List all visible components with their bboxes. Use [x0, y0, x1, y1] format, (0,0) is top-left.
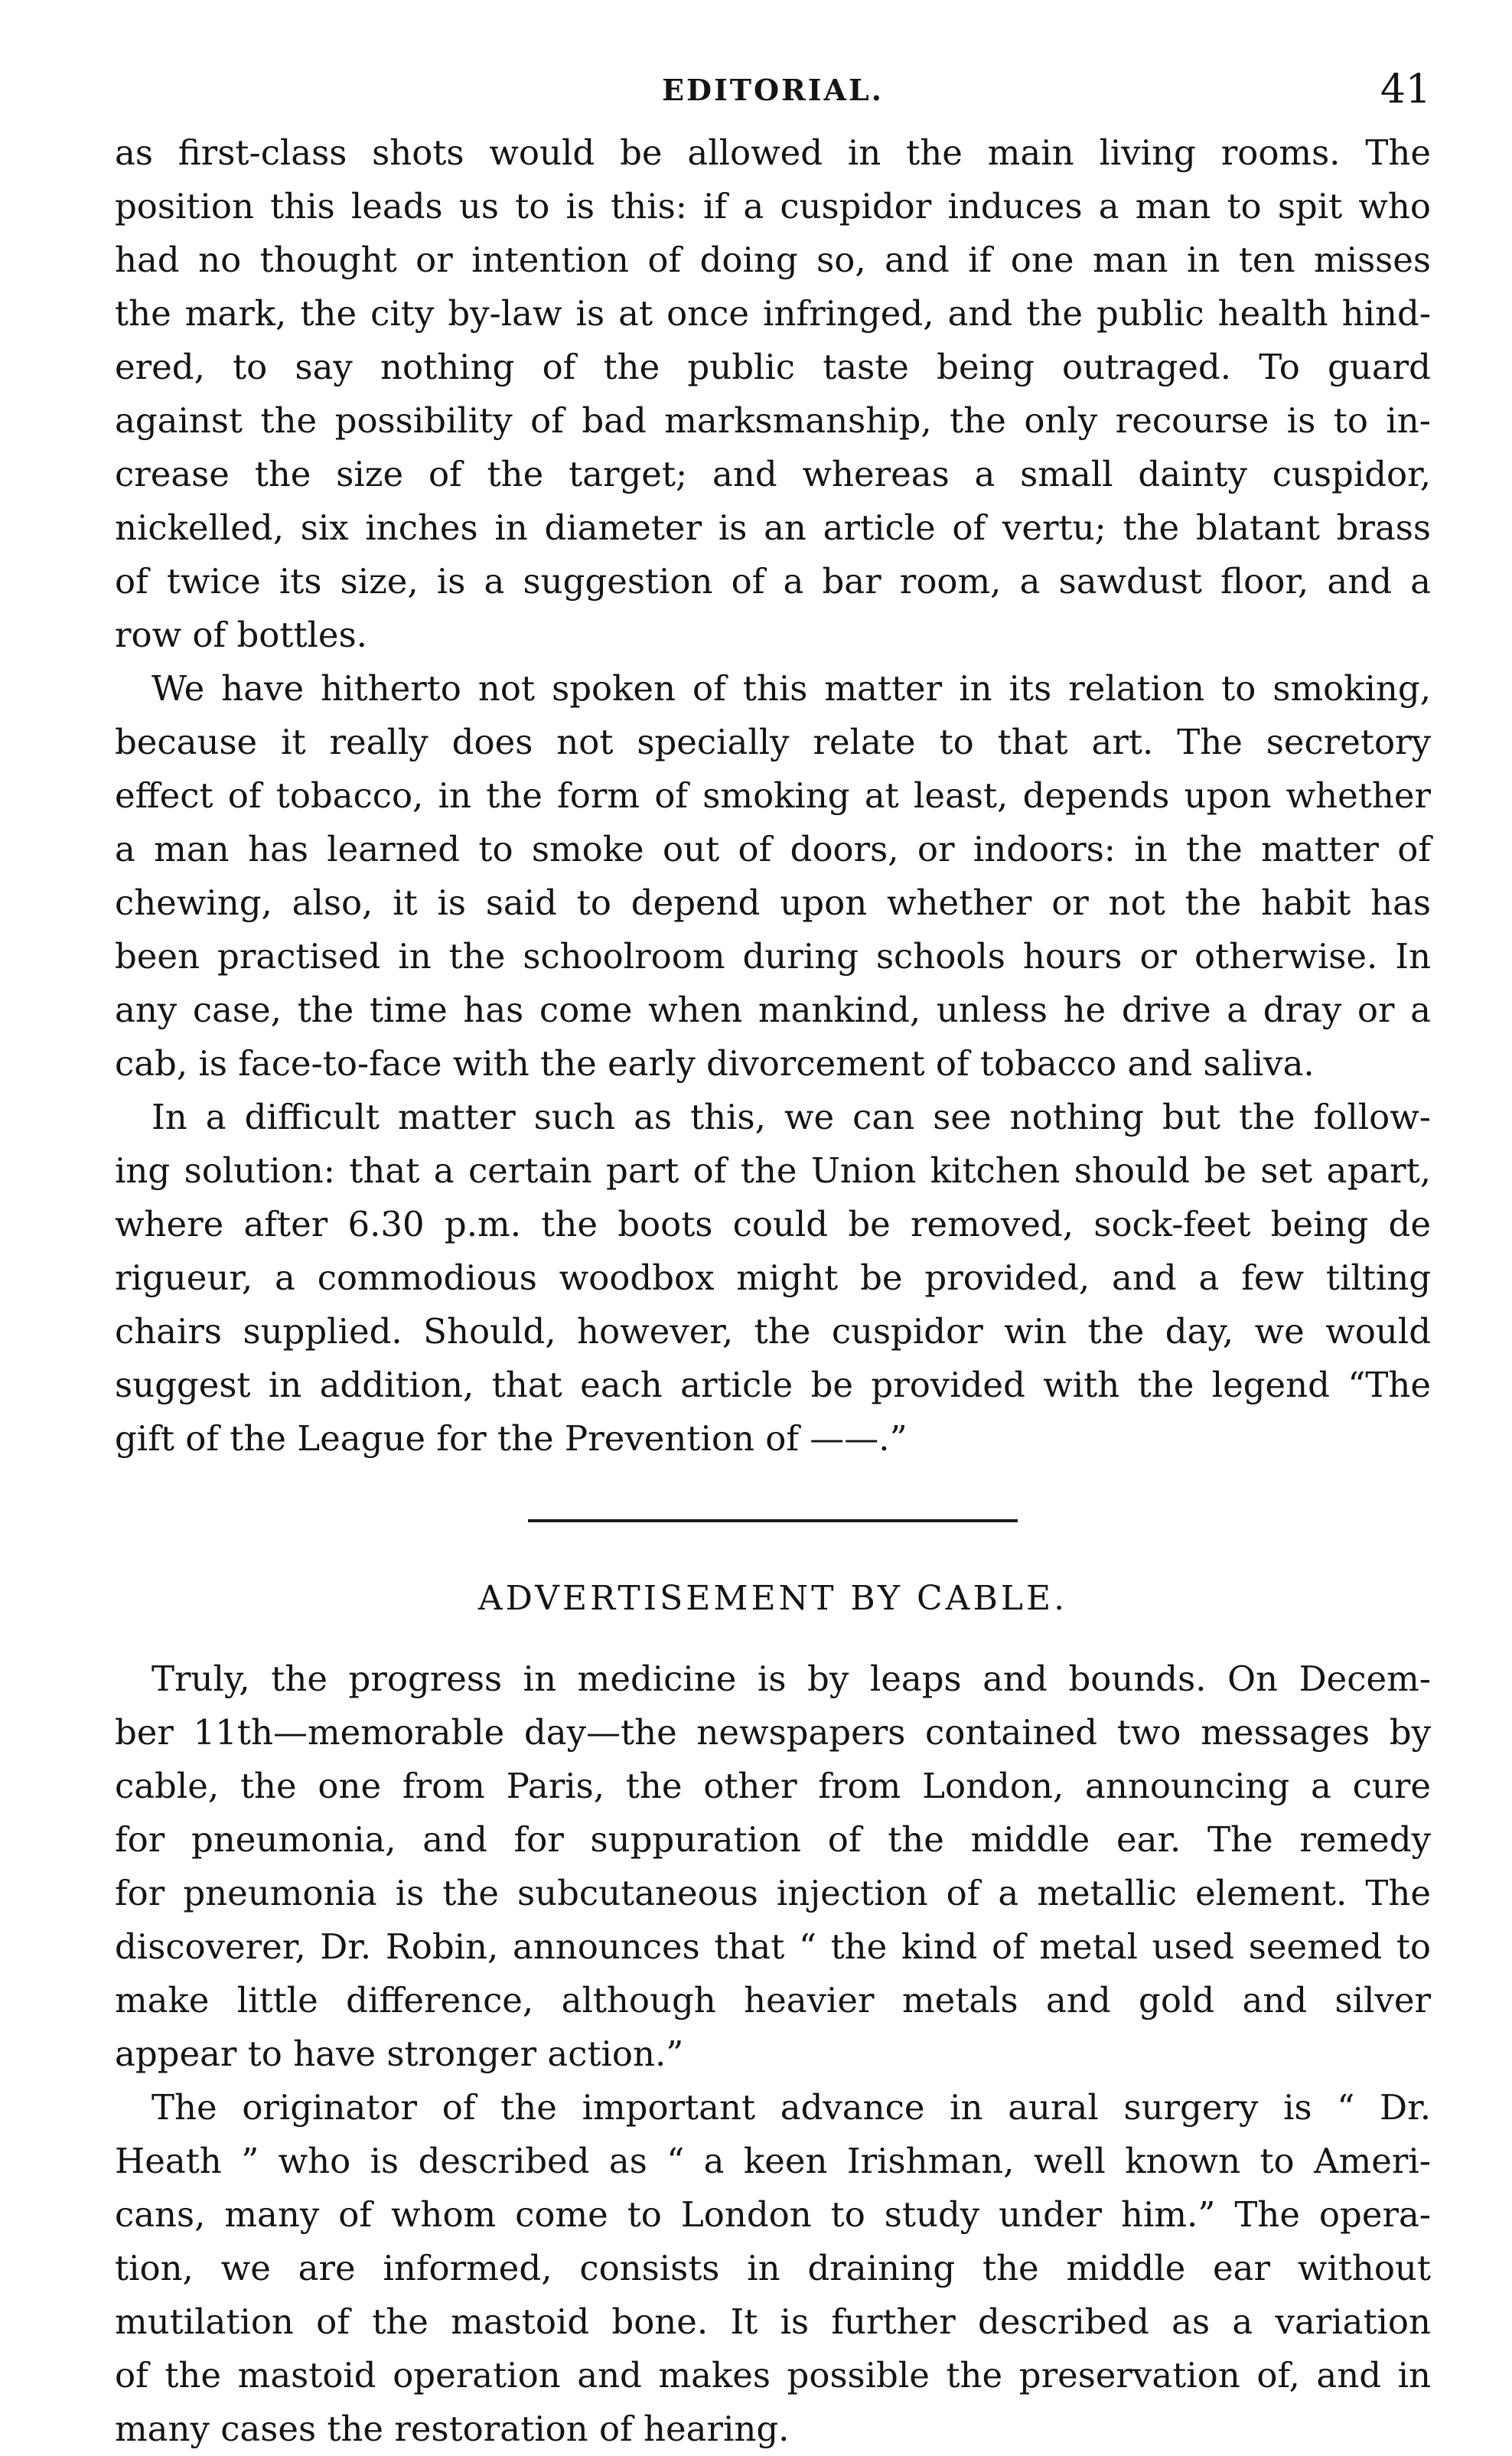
text-line: a man has learned to smoke out of doors, or indoors: in the matter of: [115, 829, 1431, 869]
paragraph: [115, 662, 1431, 1091]
text-line: chewing, also, it is said to depend upon whether or not the habit has: [115, 882, 1431, 923]
text-line: ing solution: that a certain part of the Union kitchen should be set apart,: [115, 1150, 1431, 1191]
text-line: of twice its size, is a suggestion of a bar room, a sawdust floor, and a: [115, 561, 1431, 602]
text-line: been practised in the schoolroom during schools hours or otherwise. In: [115, 936, 1431, 977]
text-line: of the mastoid operation and makes possible the preservation of, and in: [115, 2355, 1431, 2396]
text-line: Heath ” who is described as “ a keen Irishman, well known to Ameri-: [115, 2141, 1431, 2181]
text-line: ber 11th—memorable day—the newspapers contained two messages by: [115, 1712, 1431, 1753]
text-line: ered, to say nothing of the public taste being outraged. To guard: [115, 347, 1431, 387]
text-line: against the possibility of bad marksmanship, the only recourse is to in-: [115, 400, 1431, 441]
paragraph: [115, 126, 1431, 662]
running-header: [115, 67, 1431, 126]
text-line: row of bottles.: [115, 615, 367, 655]
text-line: cans, many of whom come to London to study under him.” The opera-: [115, 2194, 1431, 2235]
text-line: any case, the time has come when mankind, unless he drive a dray or a: [115, 990, 1431, 1030]
text-line: discoverer, Dr. Robin, announces that “ the kind of metal used seemed to: [115, 1926, 1431, 1967]
text-line: Truly, the progress in medicine is by leaps and bounds. On Decem-: [152, 1659, 1431, 1699]
text-line: because it really does not specially relate to that art. The secretory: [115, 722, 1431, 762]
text-line: We have hitherto not spoken of this matter in its relation to smoking,: [152, 668, 1431, 709]
text-line: cab, is face-to-face with the early divorcement of tobacco and saliva.: [115, 1043, 1315, 1084]
page-number: 41: [1380, 67, 1431, 113]
text-line: tion, we are informed, consists in draining the middle ear without: [115, 2248, 1431, 2288]
text-line: as first-class shots would be allowed in the main living rooms. The: [115, 132, 1431, 173]
text-line: chairs supplied. Should, however, the cuspidor win the day, we would: [115, 1311, 1431, 1352]
text-line: had no thought or intention of doing so, and if one man in ten misses: [115, 240, 1431, 280]
text-line: appear to have stronger action.”: [115, 2034, 684, 2074]
text-line: make little difference, although heavier metals and gold and silver: [115, 1980, 1431, 2021]
text-line: position this leads us to is this: if a cuspidor induces a man to spit who: [115, 186, 1431, 227]
paragraph: [115, 1091, 1431, 1466]
page: [115, 67, 1431, 2456]
section-heading: ADVERTISEMENT BY CABLE.: [477, 1579, 1068, 1618]
text-line: suggest in addition, that each article be provided with the legend “The: [115, 1365, 1431, 1405]
section-body: [115, 1652, 1431, 2456]
editorial-body: [115, 126, 1431, 1466]
text-line: many cases the restoration of hearing.: [115, 2409, 790, 2449]
paragraph: [115, 2081, 1431, 2456]
text-line: mutilation of the mastoid bone. It is further described as a variation: [115, 2301, 1431, 2342]
text-line: effect of tobacco, in the form of smoking at least, depends upon whether: [115, 775, 1431, 816]
running-title: EDITORIAL.: [662, 73, 884, 107]
text-line: where after 6.30 p.m. the boots could be removed, sock-feet being de: [115, 1204, 1431, 1244]
text-line: crease the size of the target; and whereas a small dainty cuspidor,: [115, 454, 1431, 494]
section-divider: [528, 1519, 1018, 1522]
text-line: gift of the League for the Prevention of ——.”: [115, 1418, 908, 1459]
text-line: for pneumonia is the subcutaneous injection of a metallic element. The: [115, 1873, 1431, 1913]
text-line: cable, the one from Paris, the other from London, announcing a cure: [115, 1766, 1431, 1806]
text-line: In a difficult matter such as this, we can see nothing but the follow-: [152, 1097, 1431, 1137]
text-line: the mark, the city by-law is at once infringed, and the public health hind-: [115, 293, 1431, 334]
text-line: nickelled, six inches in diameter is an article of vertu; the blatant brass: [115, 507, 1431, 548]
text-line: rigueur, a commodious woodbox might be provided, and a few tilting: [115, 1257, 1431, 1298]
paragraph: [115, 1652, 1431, 2081]
text-line: The originator of the important advance in aural surgery is “ Dr.: [152, 2087, 1431, 2128]
text-line: for pneumonia, and for suppuration of the middle ear. The remedy: [115, 1819, 1431, 1860]
